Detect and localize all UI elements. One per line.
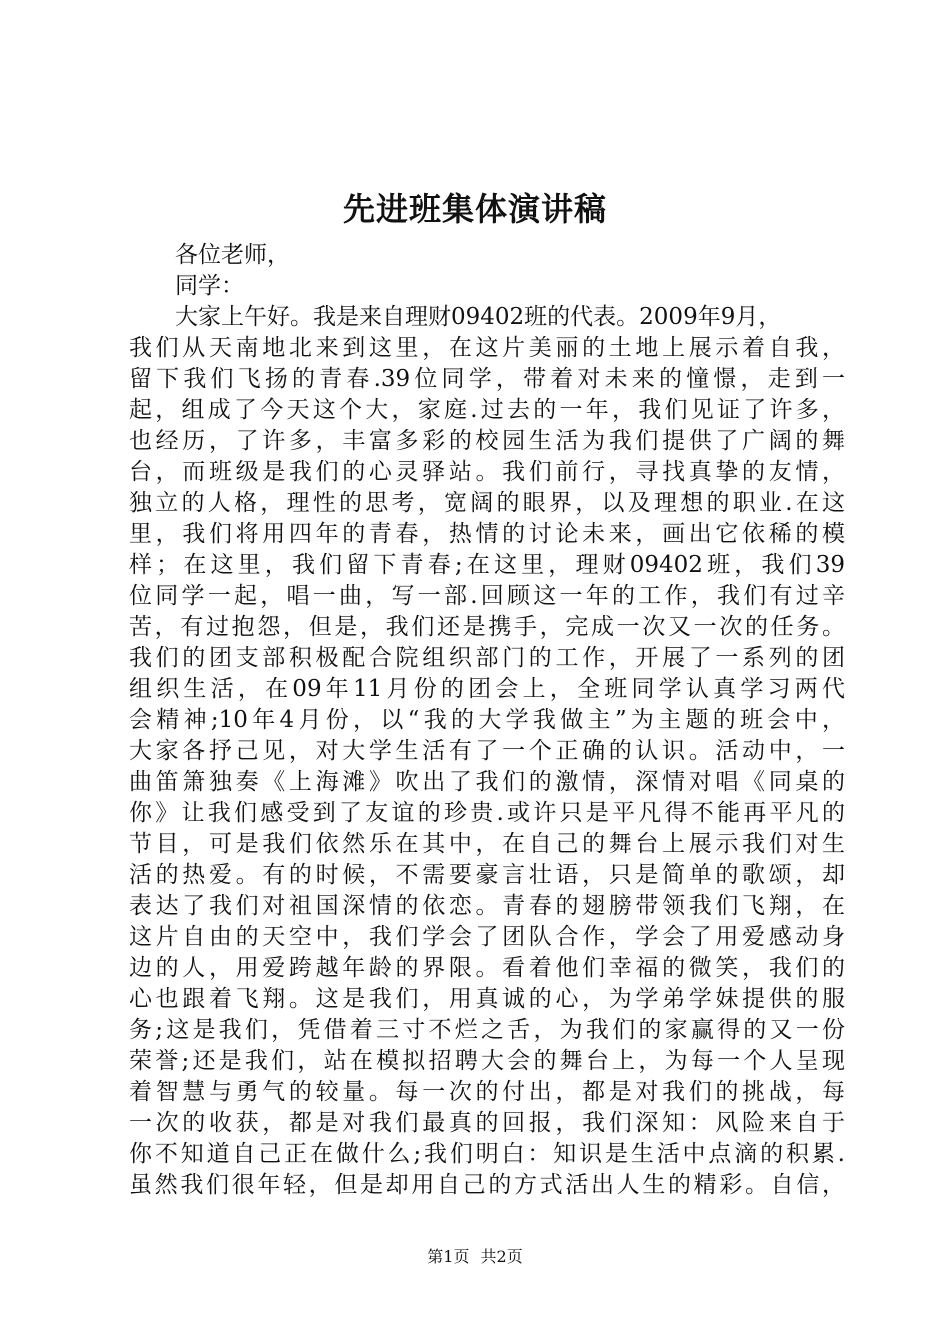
body-line: 边的人，用爱跨越年龄的界限。看着他们幸福的微笑，我们的 xyxy=(129,955,845,981)
body-line: 我们的团支部积极配合院组织部门的工作，开展了一系列的团 xyxy=(129,645,845,671)
body-line: 务;这是我们，凭借着三寸不烂之舌，为我们的家赢得的又一份 xyxy=(129,1017,845,1043)
body-line: 台，而班级是我们的心灵驿站。我们前行，寻找真挚的友情， xyxy=(129,459,845,485)
body-line: 大家上午好。我是来自理财09402班的代表。2009年9月， xyxy=(175,304,782,330)
body-line: 曲笛箫独奏《上海滩》吹出了我们的激情，深情对唱《同桌的 xyxy=(129,769,845,795)
body-line: 组织生活，在09年11月份的团会上，全班同学认真学习两代 xyxy=(129,676,845,702)
body-line: 你不知道自己正在做什么;我们明白：知识是生活中点滴的积累. xyxy=(129,1141,845,1167)
body-line: 这片自由的天空中，我们学会了团队合作，学会了用爱感动身 xyxy=(129,924,845,950)
body-line: 同学： xyxy=(175,273,244,299)
body-line: 大家各抒己见，对大学生活有了一个正确的认识。活动中，一 xyxy=(129,738,845,764)
document-title: 先进班集体演讲稿 xyxy=(342,190,607,228)
body-line: 心也跟着飞翔。这是我们，用真诚的心，为学弟学妹提供的服 xyxy=(129,986,845,1012)
body-line: 留下我们飞扬的青春.39位同学，带着对未来的憧憬，走到一 xyxy=(129,366,845,392)
page-number-total: 共2页 xyxy=(480,1247,523,1266)
body-line: 一次的收获，都是对我们最真的回报，我们深知：风险来自于 xyxy=(129,1110,845,1136)
body-line: 各位老师， xyxy=(175,242,290,268)
body-line: 苦，有过抱怨，但是，我们还是携手，完成一次又一次的任务。 xyxy=(129,614,845,640)
body-line: 独立的人格，理性的思考，宽阔的眼界，以及理想的职业.在这 xyxy=(129,490,845,516)
body-line: 活的热爱。有的时候，不需要豪言壮语，只是简单的歌颂，却 xyxy=(129,862,845,888)
body-line: 着智慧与勇气的较量。每一次的付出，都是对我们的挑战，每 xyxy=(129,1079,845,1105)
body-line: 表达了我们对祖国深情的依恋。青春的翅膀带领我们飞翔，在 xyxy=(129,893,845,919)
body-line: 你》让我们感受到了友谊的珍贵.或许只是平凡得不能再平凡的 xyxy=(129,800,845,826)
body-line: 会精神;10年4月份，以“我的大学我做主”为主题的班会中， xyxy=(129,707,845,733)
body-line: 位同学一起，唱一曲，写一部.回顾这一年的工作，我们有过辛 xyxy=(129,583,845,609)
body-line: 里，我们将用四年的青春，热情的讨论未来，画出它依稀的模 xyxy=(129,521,845,547)
document-body xyxy=(129,240,845,1201)
body-line: 我们从天南地北来到这里，在这片美丽的土地上展示着自我， xyxy=(129,335,845,361)
body-line: 荣誉;还是我们，站在模拟招聘大会的舞台上，为每一个人呈现 xyxy=(129,1048,845,1074)
body-line: 也经历，了许多，丰富多彩的校园生活为我们提供了广阔的舞 xyxy=(129,428,845,454)
body-line: 样；在这里，我们留下青春;在这里，理财09402班，我们39 xyxy=(129,552,845,578)
body-line: 起，组成了今天这个大，家庭.过去的一年，我们见证了许多， xyxy=(129,397,845,423)
page-number-current: 第1页 xyxy=(427,1247,470,1266)
body-line: 节目，可是我们依然乐在其中，在自己的舞台上展示我们对生 xyxy=(129,831,845,857)
page-footer xyxy=(0,1245,950,1269)
body-line: 虽然我们很年轻，但是却用自己的方式活出人生的精彩。自信， xyxy=(129,1172,845,1198)
